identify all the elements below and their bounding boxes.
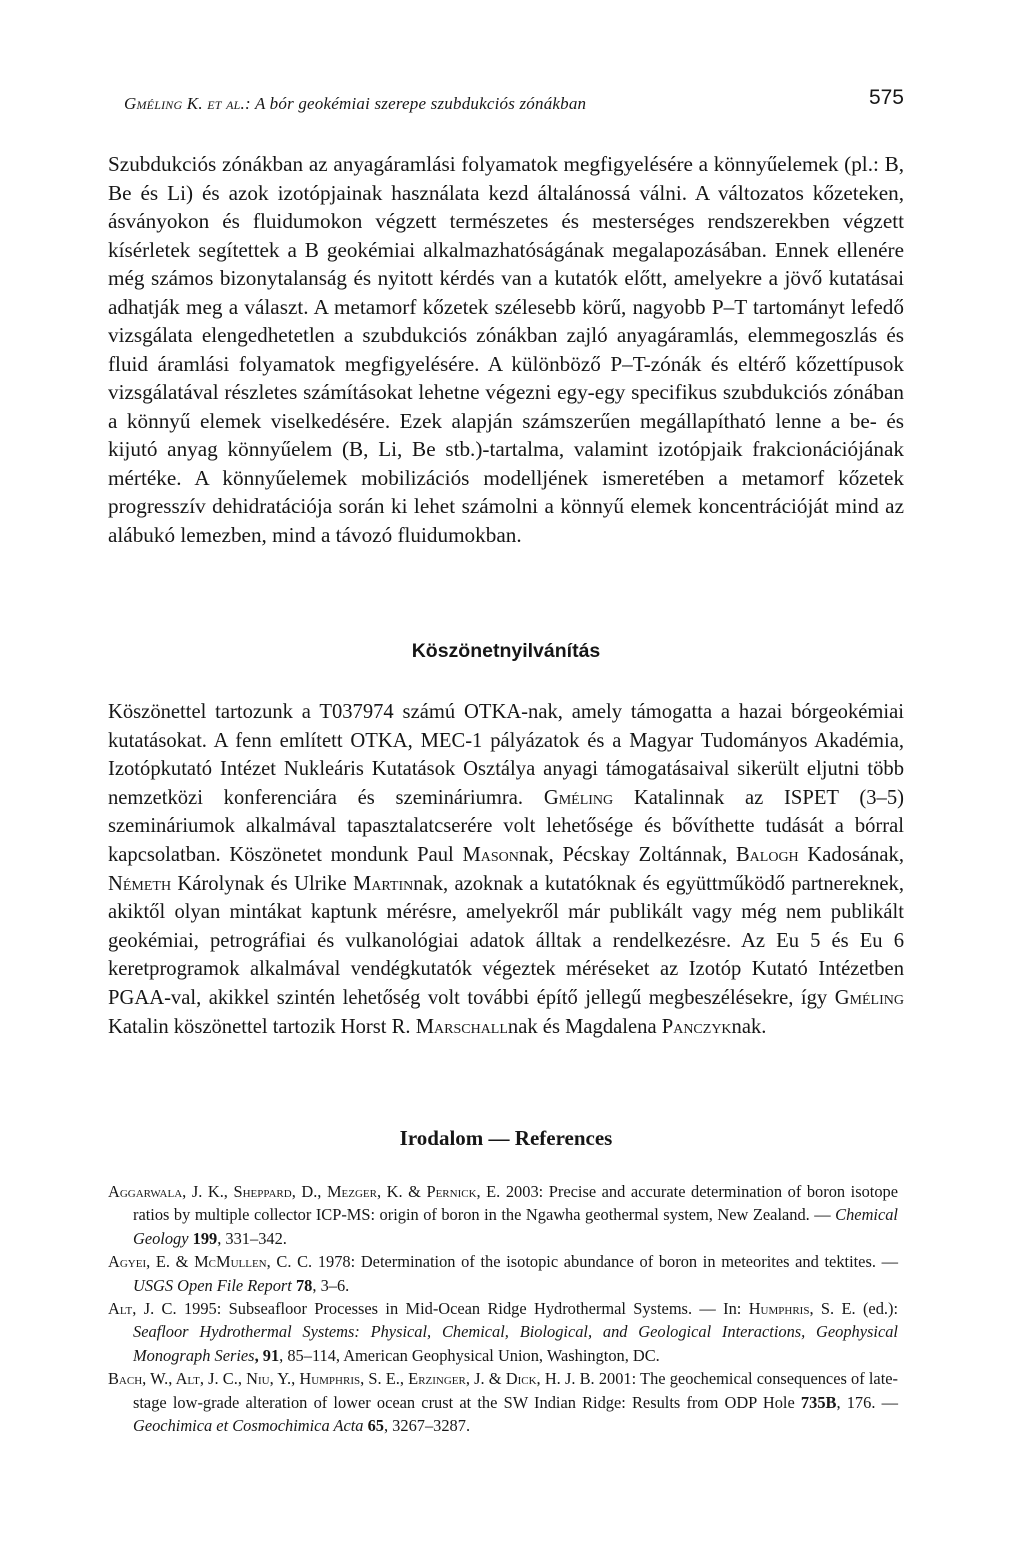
reference-item [108, 1367, 898, 1437]
reference-volume: 199 [188, 1228, 218, 1248]
ack-text-7: Katalin köszönettel tartozik Horst R. [108, 1015, 416, 1038]
reference-pages: , 85–114, American Geophysical Union, Washington, DC. [279, 1345, 660, 1365]
reference-text: 1978: Determination of the isotopic abundance of boron in meteorites and tektites. — [312, 1252, 898, 1272]
reference-authors: Alt, J. C. [108, 1299, 177, 1319]
reference-editor: Humphris, S. E. [748, 1299, 856, 1319]
running-head-article-title: : A bór geokémiai szerepe szubdukciós zónákban [244, 94, 587, 113]
ack-text-5: Károlynak és Ulrike [171, 872, 354, 895]
author-name: Gméling [834, 986, 904, 1009]
page-number: 575 [868, 86, 904, 109]
person-name: Balogh [735, 843, 799, 866]
reference-pages: , 3267–3287. [383, 1416, 471, 1436]
reference-hole: 735B [800, 1392, 837, 1412]
reference-journal: Chemical Geology [133, 1205, 898, 1248]
conclusion-paragraph: Szubdukciós zónákban az anyagáramlási folyamatok megfigyelésére a könnyűelemek (pl.: B, Be és Li) és azok izotópjainak használata kezd általánossá válni. A változatos kőzeteken, ásványokon és fluidumokon végzett természetes és mesterséges rendszerekben végzett kísérletek segítettek a B geokémiai alkalmazhatóságának megalapozásában. Ennek ellenére még számos bizonytalanság és nyitott kérdés van a kutatók előtt, amelyekre a jövő kutatásai adhatják meg a választ. A metamorf kőzetek szélesebb körű, nagyobb P–T tartományt lefedő vizsgálata elengedhetetlen a szubdukciós zónákban zajló anyagáramlás, elemmegoszlás és fluid áramlási folyamatok megfigyelésére. A különböző P–T-zónák és eltérő kőzettípusok vizsgálatával részletes számításokat lehetne végezni egy-egy specifikus szubdukciós zónában a könnyű elemek viselkedésére. Ezek alapján számszerűen megállapítható lenne a be- és kijutó anyag könnyűelem (B, Li, Be stb.)-tartalma, valamint izotópjaik frakcionációjának mértéke. A könnyűelemek mobilizációs modelljének ismeretében a metamorf kőzetek progresszív dehidratációja során ki lehet számolni a könnyű elemek koncentrációját mind az alábukó lemezben, mind a távozó fluidumokban. [108, 152, 904, 547]
running-head-title [124, 94, 586, 114]
reference-text: 2003: Precise and accurate determination of boron isotope ratios by multiple collector ICP-MS: origin of boron in the Ngawha geothermal system, New Zealand. — [133, 1182, 899, 1225]
running-head [124, 86, 904, 118]
reference-journal: USGS Open File Report [133, 1275, 292, 1295]
reference-journal: Seafloor Hydrothermal Systems: Physical, Chemical, Biological, and Geological Interactions, Geophysical Monograph Series [133, 1322, 898, 1365]
reference-volume: 65 [363, 1416, 384, 1436]
reference-text: 2001: The geochemical consequences of late-stage low-grade alteration of lower ocean crust at the SW Indian Ridge: Results from ODP Hole [133, 1369, 898, 1412]
ack-text-9: nak. [731, 1015, 767, 1038]
reference-item [108, 1180, 898, 1250]
reference-authors: Agyei, E. & McMullen, C. C. [108, 1252, 313, 1272]
reference-text-2: (ed.): [855, 1299, 899, 1319]
ack-text-2: Katalinnak az ISPET (3–5) szemináriumok alkalmával tapasztalatcserére volt lehetősége és bővíthette tudását a bórral kapcsolatban. Köszönetet mondunk Paul [108, 786, 904, 866]
reference-text: 1995: Subseafloor Processes in Mid-Ocean Ridge Hydrothermal Systems. — In: [176, 1299, 749, 1319]
ack-text-1: Köszönettel tartozunk a T037974 számú OTKA-nak, amely támogatta a hazai bórgeokémiai kutatásokat. A fenn említett OTKA, MEC-1 pályázatok és a Magyar Tudományos Akadémia, Izotópkutató Intézet Nukleáris Kutatások Osztálya anyagi támogatásaival sikerült eljutni több nemzetközi konferenciára és szemináriumra. [108, 701, 904, 809]
ack-text-4: Kadosának, [798, 843, 904, 866]
ack-text-6: nak, azoknak a kutatóknak és együttműködő partnereknek, akiktől olyan mintákat kaptunk mérésre, amelyekről már publikált vagy még nem publikált geokémiai, petrográfiai és vulkanológiai adatok álltak a rendelkezésre. Az Eu 5 és Eu 6 keretprogramok alkalmával vendégkutatók végeztek méréseket az Izotóp Kutató Intézetben PGAA-val, akikkel szintén lehetőség volt további építő jellegű megbeszélésekre, így [108, 872, 905, 1009]
ack-text-8: nak és Magdalena [507, 1015, 662, 1038]
reference-authors: Bach, W., Alt, J. C., Niu, Y., Humphris, S. E., Erzinger, J. & Dick, H. J. B. [108, 1369, 595, 1389]
reference-text-2: , 176. — [836, 1392, 898, 1412]
references-heading: Irodalom — References [399, 1126, 613, 1150]
reference-journal: Geochimica et Cosmochimica Acta [133, 1416, 364, 1436]
running-head-author: Gméling K. et al. [124, 94, 245, 113]
reference-volume: , 91 [254, 1345, 280, 1365]
reference-pages: , 3–6. [312, 1275, 350, 1295]
author-name: Gméling [543, 786, 614, 809]
acknowledgement-paragraph [108, 698, 904, 1041]
reference-volume: 78 [291, 1275, 313, 1295]
reference-item [108, 1297, 898, 1367]
person-name: Németh [108, 872, 172, 895]
person-name: Marschall [415, 1015, 508, 1038]
acknowledgement-heading: Köszönetnyilvánítás [411, 640, 601, 662]
reference-pages: , 331–342. [217, 1228, 287, 1248]
reference-list [108, 1180, 898, 1437]
person-name: Mason [462, 843, 519, 866]
reference-authors: Aggarwala, J. K., Sheppard, D., Mezger, K. & Pernick, E. [108, 1182, 501, 1201]
ack-text-3: nak, Pécskay Zoltánnak, [518, 843, 736, 866]
reference-item [108, 1250, 898, 1297]
person-name: Panczyk [661, 1015, 732, 1038]
person-name: Martin [353, 872, 414, 895]
